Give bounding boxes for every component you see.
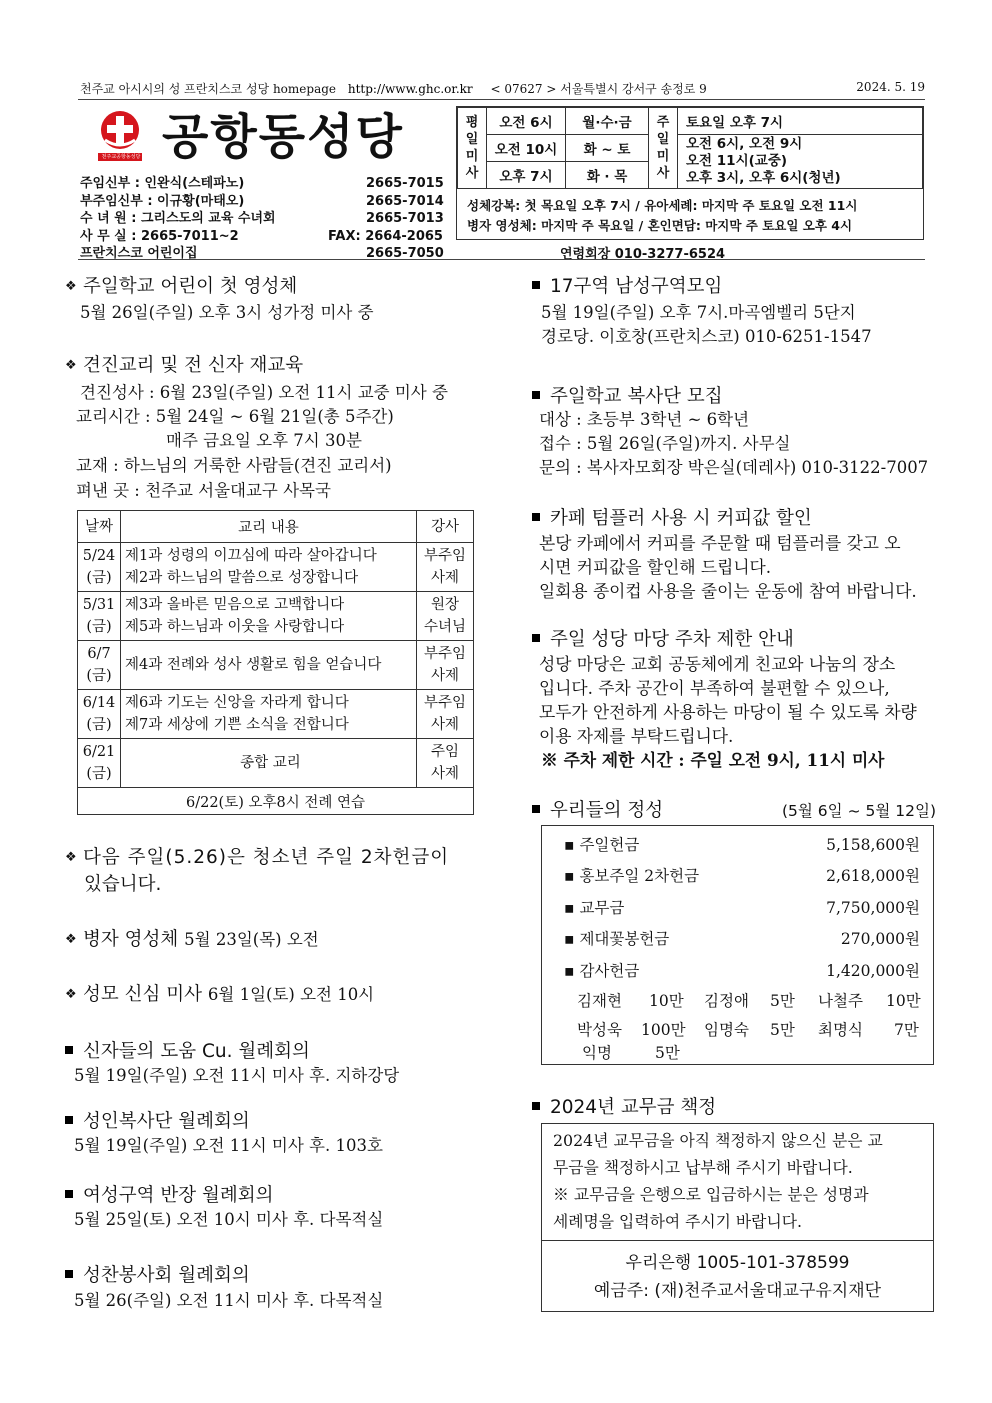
lecturer: 부주임 [423,548,467,564]
section-body: 모두가 안전하게 사용하는 마당이 될 수 있도록 차량 [539,702,917,722]
lesson-day: (금) [86,570,112,586]
section-title [63,1261,250,1287]
section-body: 본당 카페에서 커피를 주문할 때 텀플러를 갖고 오 [539,533,901,553]
lesson-topic: 제5과 하느님과 이웃을 사랑합니다 [125,619,345,635]
section-body: 교재 : 하느님의 거룩한 사람들(견진 교리서) [76,456,392,475]
weekday-days: 월·수·금 [566,108,649,135]
diamond-bullet-icon: ❖ [65,987,77,1002]
dues-notice [553,1127,923,1235]
table-row [78,690,474,739]
diamond-bullet-icon: ❖ [65,932,77,947]
staff-directory [80,175,445,263]
lesson-topic: 제6과 기도는 신앙을 자라게 합니다 [125,695,349,711]
schedule-note: 병자 영성체: 마지막 주 목요일 / 혼인면담: 마지막 주 토요일 오후 4시 [467,218,853,233]
lesson-day: (금) [86,766,112,782]
dues-notice-line: 2024년 교무금을 아직 책정하지 않으신 분은 교 [553,1131,883,1150]
section-body: 시면 커피값을 할인해 드립니다. [539,557,772,577]
table-row [78,543,474,592]
donor-name: 익명 [582,1044,612,1062]
lesson-topic: 제4과 전례와 성사 생활로 힘을 얻습니다 [121,641,417,690]
lecturer: 수녀님 [423,619,467,635]
square-bullet-icon [532,513,540,521]
weekday-time: 오전 10시 [487,135,566,162]
staff-role: 수 녀 원 : 그리스도의 교육 수녀회 [80,211,276,226]
bank-account: 우리은행 1005-101-378599 [625,1253,850,1273]
sunday-mass-line: 오후 3시, 오후 6시(청년) [686,170,841,186]
offering-item: ▪ 제대꽃봉헌금 270,000원 [564,927,920,949]
section-body: 5월 26(주일) 오전 11시 미사 후. 다목적실 [74,1291,384,1310]
section-body: 이용 자제를 부탁드립니다. [539,726,734,746]
section-title-text: 카페 텀플러 사용 시 커피값 할인 [550,508,812,529]
section-body: 5월 25일(토) 오전 10시 미사 후. 다목적실 [74,1210,384,1229]
staff-phone: 2665-7015 [366,176,444,191]
weekday-days: 화 ~ 토 [566,135,649,162]
section-title-text: 주일학교 복사단 모집 [550,386,723,407]
offering-item: ▪ 주일헌금 5,158,600원 [564,833,920,855]
parish-homepage-label: 천주교 아시시의 성 프란치스코 성당 homepage [80,82,337,96]
table-header: 교리 내용 [121,511,417,543]
offering-label: 감사헌금 [579,962,640,980]
lesson-topic: 제7과 세상에 기쁜 소식을 전합니다 [125,717,349,733]
section-body: 성당 마당은 교회 공동체에게 친교와 나눔의 장소 [539,654,896,674]
parish-dues-box [541,1123,934,1312]
sunday-mass-line: 오전 11시(교중) [686,153,788,169]
section-inline-body: 5월 23일(목) 오전 [184,930,319,949]
staff-phone: 2665-7014 [366,193,444,209]
section-body: 문의 : 복사자모회장 박은실(데레사) 010-3122-7007 [539,458,929,477]
section-title [65,980,374,1006]
logo-caption: 천주교공항동성당 [101,154,141,160]
square-bullet-icon [532,281,540,289]
donor-amount: 5만 [770,1021,795,1039]
table-header: 강사 [417,511,474,543]
section-title [63,1107,250,1133]
section-body: 교리시간 : 5월 24일 ~ 6월 21일(총 5주간) [76,407,394,426]
section-title-text: 신자들의 도움 Cu. 월례회의 [83,1041,310,1062]
square-bullet-icon [65,1270,73,1278]
lecturer: 부주임 [423,695,467,711]
staff-phone: 2665-7013 [366,211,444,226]
lecturer: 원장 [430,597,459,613]
lecturer: 사제 [430,668,459,684]
section-title [530,272,722,298]
sunday-mass-times [678,135,923,189]
offering-amount: 5,158,600원 [826,836,920,854]
donor-amount: 5만 [655,1044,680,1062]
lesson-date: 6/14 [82,695,116,711]
account-holder: 예금주: (재)천주교서울대교구유지재단 [593,1281,882,1301]
section-title-text: 여성구역 반장 월례회의 [83,1185,274,1206]
lecturer: 주임 [430,744,459,760]
donor-amount: 10만 [886,992,921,1010]
section-title [65,843,449,869]
saturday-mass: 토요일 오후 7시 [678,108,923,135]
lesson-day: (금) [86,668,112,684]
section-body: 견진성사 : 6월 23일(주일) 오전 11시 교중 미사 중 [80,383,448,402]
staff-fax: FAX: 2664-2065 [328,228,443,244]
section-title-text: 성모 신심 미사 [83,984,202,1005]
staff-row-pastor [80,175,445,193]
offering-item: ▪ 감사헌금 1,420,000원 [564,959,920,981]
diamond-bullet-icon: ❖ [65,358,77,373]
section-body: 대상 : 초등부 3학년 ~ 6학년 [539,410,750,429]
section-title [65,351,303,377]
issue-date: 2024. 5. 19 [856,80,925,94]
lecturer: 사제 [430,570,459,586]
offering-period: (5월 6일 ~ 5월 12일) [782,802,936,820]
section-title-text: 2024년 교무금 책정 [550,1097,717,1118]
lecturer: 부주임 [423,646,467,662]
lecturer: 사제 [430,766,459,782]
table-row [78,592,474,641]
square-bullet-icon [65,1046,73,1054]
donor-amount: 5만 [770,992,795,1010]
offerings-box [541,825,934,1065]
square-bullet-icon [65,1116,73,1124]
section-title [530,504,812,530]
section-body: 경로당. 이호창(프란치스코) 010-6251-1547 [541,327,872,346]
section-title-text: 주일학교 어린이 첫 영성체 [83,276,298,297]
section-title [65,925,319,951]
dues-notice-line: 세례명을 입력하여 주시기 바랍니다. [553,1212,802,1231]
section-title-text: 성찬봉사회 월례회의 [83,1265,250,1286]
offering-label: 제대꽃봉헌금 [579,930,670,948]
staff-role: 사 무 실 : 2665-7011~2 [80,228,239,244]
parish-name: 공항동성당 [162,109,404,165]
section-body: 5월 19일(주일) 오전 11시 미사 후. 지하강당 [74,1066,400,1085]
weekday-mass-label: 평 일 미 사 [458,108,487,189]
lecturer: 사제 [430,717,459,733]
square-bullet-icon [65,1190,73,1198]
section-body: 매주 금요일 오후 7시 30분 [166,431,362,450]
section-body: 입니다. 주차 공간이 부족하여 불편할 수 있으나, [539,678,890,698]
box-divider [542,1240,933,1241]
schedule-note: 성체강복: 첫 목요일 오후 7시 / 유아세례: 마지막 주 토요일 오전 11시 [467,198,858,213]
lesson-topic: 종합 교리 [121,739,417,788]
staff-row-assistant [80,193,445,211]
offering-item: ▪ 홍보주일 2차헌금 2,618,000원 [564,864,920,886]
donor-name: 임명숙 [704,1021,749,1039]
offering-label: 주일헌금 [579,836,640,854]
lesson-topic: 제1과 성령의 이끄심에 따라 살아갑니다 [125,548,377,564]
weekday-time: 오전 6시 [487,108,566,135]
square-bullet-icon [532,391,540,399]
catechism-schedule-table [77,510,474,815]
dues-notice-line: ※ 교무금을 은행으로 입금하시는 분은 성명과 [553,1185,869,1204]
offering-amount: 7,750,000원 [826,899,920,917]
mass-schedule-box [456,106,924,240]
table-row [78,739,474,788]
header-bottom-rule [78,259,925,260]
staff-row-office [80,228,445,246]
address: < 07627 > 서울특별시 강서구 송정로 9 [490,82,707,96]
sunday-mass-line: 오전 6시, 오전 9시 [686,136,803,152]
section-title [530,1093,716,1119]
square-bullet-icon [532,634,540,642]
section-title [63,1037,310,1063]
diamond-bullet-icon: ❖ [65,279,77,294]
weekday-time: 오후 7시 [487,162,566,189]
diamond-bullet-icon: ❖ [65,850,77,865]
offering-amount: 2,618,000원 [826,867,920,885]
table-row [78,641,474,690]
section-title [65,272,297,298]
funeral-assoc-president: 연령회장 010-3277-6524 [560,247,726,262]
section-title-text: 다음 주일(5.26)은 청소년 주일 2차헌금이 [83,847,450,868]
donor-name: 김정애 [704,992,749,1010]
table-header: 날짜 [78,511,121,543]
header-info-line [80,80,925,97]
section-body: 5월 19일(주일) 오전 11시 미사 후. 103호 [74,1136,383,1155]
dues-notice-line: 무금을 책정하시고 납부해 주시기 바랍니다. [553,1158,853,1177]
staff-row-convent [80,210,445,228]
homepage-link[interactable]: http://www.ghc.or.kr [347,82,473,96]
donor-amount: 10만 [649,992,684,1010]
lesson-date: 6/7 [87,646,111,662]
lesson-topic: 제3과 올바른 믿음으로 고백합니다 [125,597,345,613]
section-title-text: 견진교리 및 전 신자 재교육 [83,355,304,376]
sunday-mass-label: 주 일 미 사 [649,108,678,189]
section-body: 펴낸 곳 : 천주교 서울대교구 사목국 [76,481,331,500]
section-title-cont: 있습니다. [84,874,162,895]
square-bullet-icon [532,805,540,813]
lesson-date: 5/24 [82,548,116,564]
table-footer: 6/22(토) 오후8시 전례 연습 [78,788,474,815]
donor-amount: 100만 [641,1021,686,1039]
staff-role: 프란치스코 어린이집 [80,246,198,261]
square-bullet-icon [532,1102,540,1110]
donor-name: 최명식 [818,1021,863,1039]
donor-name: 박성욱 [577,1021,622,1039]
donor-amount: 7만 [894,1021,919,1039]
donor-name: 나철주 [818,992,863,1010]
lesson-date: 5/31 [82,597,116,613]
section-title-text: 17구역 남성구역모임 [550,276,723,297]
section-title [63,1181,273,1207]
offering-label: 홍보주일 2차헌금 [579,867,700,885]
mass-schedule-table [457,107,923,189]
section-title-text: 성인복사단 월례회의 [83,1111,250,1132]
section-inline-body: 6월 1일(토) 오전 10시 [207,985,375,1004]
section-title [530,796,663,822]
section-title-text: 주일 성당 마당 주차 제한 안내 [550,629,794,650]
section-body: 5월 19일(주일) 오후 7시.마곡엠벨리 5단지 [541,303,856,322]
section-body: 일회용 종이컵 사용을 줄이는 운동에 참여 바랍니다. [539,581,917,601]
staff-role: 주임신부 : 인완식(스테파노) [80,176,245,191]
offering-label: 교무금 [579,899,625,917]
staff-role: 부주임신부 : 이규황(마태오) [80,193,245,209]
section-body: 접수 : 5월 26일(주일)까지. 사무실 [539,434,791,453]
offering-amount: 270,000원 [840,930,920,948]
lesson-day: (금) [86,619,112,635]
weekday-days: 화 · 목 [566,162,649,189]
section-body: 5월 26일(주일) 오후 3시 성가정 미사 중 [80,303,374,322]
section-title-text: 우리들의 정성 [550,800,664,821]
lesson-date: 6/21 [82,744,116,760]
section-title-text: 병자 영성체 [83,929,179,950]
offering-amount: 1,420,000원 [826,962,920,980]
donor-name: 김재현 [577,992,622,1010]
lesson-topic: 제2과 하느님의 말씀으로 성장합니다 [125,570,359,586]
staff-phone: 2665-7050 [366,246,444,261]
section-title [530,625,794,651]
offering-item: ▪ 교무금 7,750,000원 [564,896,920,918]
parking-restriction-time: ※ 주차 제한 시간 : 주일 오전 9시, 11시 미사 [541,750,885,770]
section-title [530,382,723,408]
lesson-day: (금) [86,717,112,733]
